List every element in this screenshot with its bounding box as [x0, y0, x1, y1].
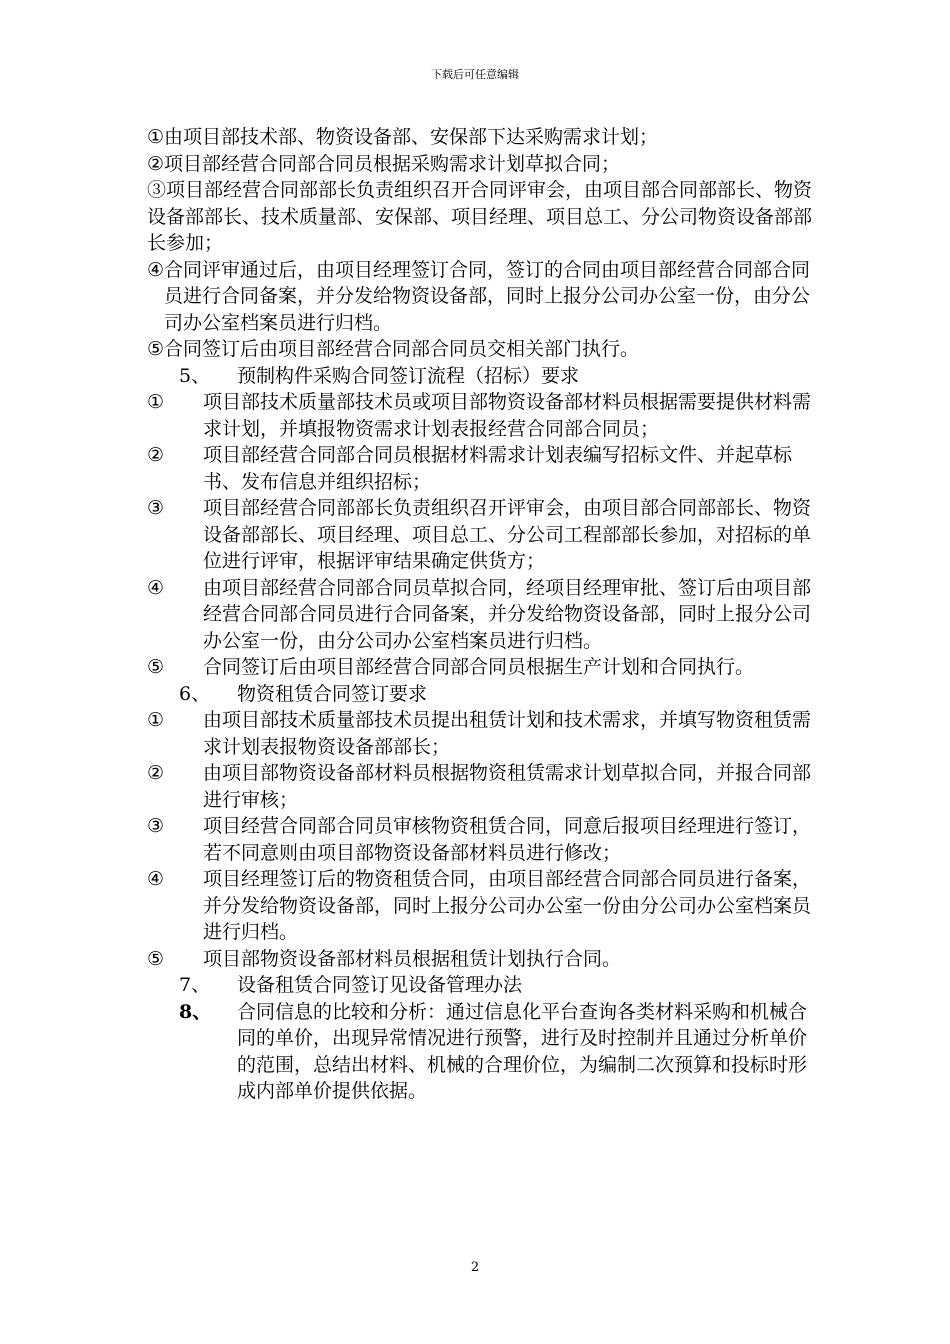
list-item: [147, 124, 817, 151]
item-text: 项目部经营合同部部长负责组织召开合同评审会，由项目部合同部部长、物资设备部部长、技术质量部、安保部、项目经理、项目总工、分公司物资设备部部长参加；: [147, 179, 813, 254]
item-marker: ②: [147, 444, 165, 466]
section-heading-6: [147, 681, 817, 708]
item-text: 项目部经营合同部合同员根据材料需求计划表编写招标文件、并起草标书、发布信息并组织招标；: [203, 444, 793, 493]
item-marker: ⑤: [147, 947, 165, 970]
item-text: 由项目部技术部、物资设备部、安保部下达采购需求计划；: [164, 126, 659, 148]
document-body: [147, 124, 817, 1105]
list-item: [147, 654, 817, 681]
list-item: [147, 389, 817, 442]
item-text: 项目部经营合同部部长负责组织召开评审会，由项目部合同部部长、物资设备部部长、项目经理、项目总工、分公司工程部部长参加，对招标的单位进行评审，根据评审结果确定供货方；: [203, 497, 812, 572]
list-item: [147, 707, 817, 760]
list-item: [147, 257, 817, 337]
item-text: 项目部物资设备部材料员根据租赁计划执行合同。: [203, 947, 622, 970]
section-number: 6、: [179, 682, 211, 705]
section-title: 物资租赁合同签订要求: [237, 682, 428, 705]
list-item: [147, 151, 817, 178]
list-item: [147, 760, 817, 813]
item-text: 由项目部物资设备部材料员根据物资租赁需求计划草拟合同，并报合同部进行审核；: [203, 762, 812, 811]
section-heading-5: [147, 363, 817, 390]
item-text: 合同签订后由项目部经营合同部合同员根据生产计划和合同执行。: [203, 656, 755, 678]
item-marker: ⑤: [147, 656, 165, 678]
section-title: 预制构件采购合同签订流程（招标）要求: [237, 364, 580, 387]
item-text: 项目部技术质量部技术员或项目部物资设备部材料员根据需要提供材料需求计划，并填报物资需求计划表报经营合同部合同员；: [203, 391, 812, 440]
item-text: 由项目部经营合同部合同员草拟合同，经项目经理审批、签订后由项目部经营合同部合同员进行合同备案，并分发给物资设备部，同时上报分公司办公室一份，由分公司办公室档案员进行归档。: [203, 576, 812, 652]
item-marker: ①: [147, 709, 165, 731]
item-marker: ④: [147, 868, 165, 890]
section-title: 设备租赁合同签订见设备管理办法: [237, 974, 523, 996]
section-heading-7: [147, 972, 817, 999]
section-number: 8、: [179, 1000, 212, 1023]
page-header: 下载后可任意编辑: [431, 68, 519, 81]
item-marker: ②: [147, 152, 165, 175]
item-marker: ④: [147, 258, 165, 281]
page-number: 2: [470, 1260, 480, 1275]
list-item: [147, 575, 817, 655]
item-marker: ①: [147, 391, 165, 413]
list-item: [147, 946, 817, 973]
item-text: 项目部经营合同部合同员根据采购需求计划草拟合同；: [164, 152, 621, 175]
item-marker: ④: [147, 576, 165, 599]
item-marker: ③: [147, 497, 165, 519]
item-marker: ②: [147, 762, 165, 784]
item-marker: ①: [147, 126, 165, 148]
section-paragraph-8: [147, 999, 817, 1105]
list-item: [147, 336, 817, 363]
section-number: 7、: [179, 974, 211, 996]
item-text: 项目经理签订后的物资租赁合同，由项目部经营合同部合同员进行备案，并分发给物资设备部，同时上报分公司办公室一份由分公司办公室档案员进行归档。: [203, 868, 812, 943]
section-number: 5、: [179, 364, 211, 387]
section-text: 合同信息的比较和分析：通过信息化平台查询各类材料采购和机械合同的单价，出现异常情况进行预警，进行及时控制并且通过分析单价的范围，总结出材料、机械的合理价位，为编制二次预算和投标时形成内部单价提供依据。: [237, 1000, 808, 1102]
item-marker: ③: [147, 179, 167, 201]
item-marker: ③: [147, 815, 165, 837]
list-item: [147, 177, 817, 257]
item-marker: ⑤: [147, 338, 165, 360]
list-item: [147, 813, 817, 866]
item-text-flow: [147, 177, 817, 257]
item-text: 合同签订后由项目部经营合同部合同员交相关部门执行。: [164, 338, 640, 360]
item-text: 项目经营合同部合同员审核物资租赁合同，同意后报项目经理进行签订，若不同意则由项目部物资设备部材料员进行修改；: [203, 815, 812, 864]
list-item: [147, 866, 817, 946]
list-item: [147, 442, 817, 495]
list-item: [147, 495, 817, 575]
item-text: 由项目部技术质量部技术员提出租赁计划和技术需求，并填写物资租赁需求计划表报物资设备部部长；: [203, 709, 812, 758]
item-text: 合同评审通过后，由项目经理签订合同，签订的合同由项目部经营合同部合同员进行合同备案，并分发给物资设备部，同时上报分公司办公室一份，由分公司办公室档案员进行归档。: [164, 258, 811, 334]
